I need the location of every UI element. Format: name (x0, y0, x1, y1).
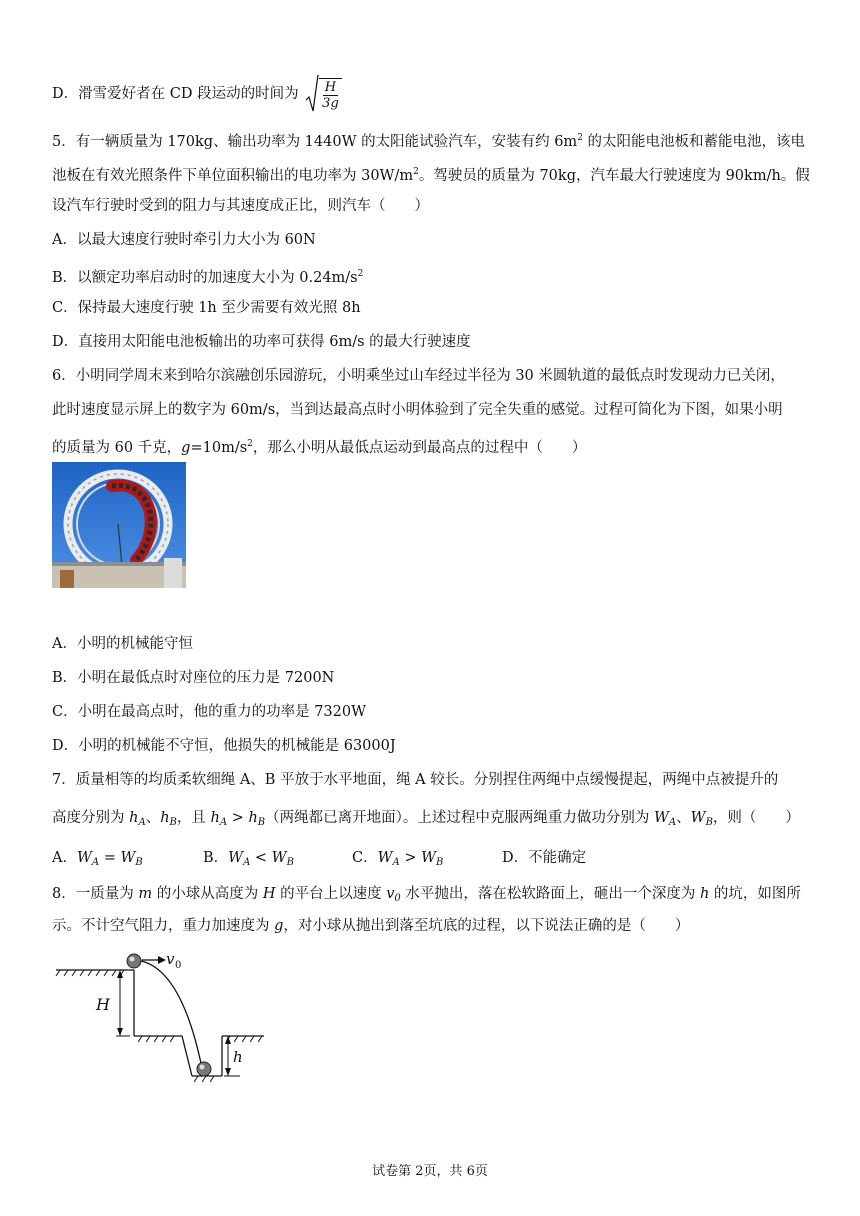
q8-stem-line2: 示。不计空气阻力，重力加速度为 g，对小球从抛出到落至坑底的过程，以下说法正确的是（ ） (52, 918, 690, 934)
q8-stem-line1: 8．一质量为 m 的小球从高度为 H 的平台上以速度 $v_0$ 水平抛出，落在松软路面上，砸出一个深度为 h 的坑，如图所 (52, 886, 801, 904)
projectile-diagram (52, 948, 272, 1088)
radical-sign-icon (305, 74, 319, 114)
q6-stem-line2: 此时速度显示屏上的数字为 60m/s，当到达最高点时小明体验到了完全失重的感觉。过程可简化为下图，如果小明 (52, 402, 783, 418)
fig-label-v0: v (166, 950, 175, 968)
q6-stem-line3: 的质量为 60 千克，$g=10m/s^2$，那么小明从最低点运动到最高点的过程中（ ） (52, 439, 587, 456)
q5-option-b: B．以额定功率启动时的加速度大小为 $0.24m/s^2$ (52, 269, 364, 286)
q5-stem-line1: 5．有一辆质量为 170kg、输出功率为 1440W 的太阳能试验汽车，安装有约 $6m^2$ 的太阳能电池板和蓄能电池，该电 (52, 133, 806, 150)
q7-option-d: D．不能确定 (502, 850, 587, 866)
q5-stem-line3: 设汽车行驶时受到的阻力与其速度成正比，则汽车（ ） (52, 198, 429, 214)
q7-stem-line1: 7．质量相等的均质柔软细绳 A、B 平放于水平地面，绳 A 较长。分别捏住两绳中点缓慢提起，两绳中点被提升的 (52, 772, 779, 788)
q4-option-d: D．滑雪爱好者在 CD 段运动的时间为 $\frac{H}{3g}$ (52, 74, 342, 114)
q5-option-a: A．以最大速度行驶时牵引力大小为 60N (52, 232, 316, 248)
q5-option-c: C．保持最大速度行驶 1h 至少需要有效光照 8h (52, 300, 361, 316)
fig-label-H: H (96, 995, 110, 1014)
q6-stem-line1: 6．小明同学周末来到哈尔滨融创乐园游玩，小明乘坐过山车经过半径为 30 米圆轨道的最低点时发现动力已关闭， (52, 368, 785, 384)
fig-label-v0-sub: 0 (175, 960, 182, 971)
sqrt-formula: $\frac{H}{3g}$ (305, 74, 342, 114)
q7-stem-line2: 高度分别为 $h_A$、$h_B$，且 $h_A > h_B$（两绳都已离开地面）。上述过程中克服两绳重力做功分别为 $W_A$、$W_B$，则（ ） (52, 810, 800, 828)
q6-option-d: D．小明的机械能不守恒，他损失的机械能是 63000J (52, 738, 396, 754)
q7-option-a: A．$W_A = W_B$ (52, 850, 143, 868)
q7-option-c: C．$W_A > W_B$ (352, 850, 444, 868)
fig-label-h: h (233, 1048, 243, 1066)
page-footer: 试卷第 2页，共 6页 (372, 1164, 488, 1179)
q6-option-a: A．小明的机械能守恒 (52, 636, 193, 652)
q5-stem-line2: 池板在有效光照条件下单位面积输出的电功率为 $30W/m^2$。驾驶员的质量为 70kg，汽车最大行驶速度为 90km/h。假 (52, 167, 810, 184)
q7-option-b: B．$W_A < W_B$ (203, 850, 294, 868)
q5-option-d: D．直接用太阳能电池板输出的功率可获得 6m/s 的最大行驶速度 (52, 334, 471, 350)
q6-option-b: B．小明在最低点时对座位的压力是 7200N (52, 670, 335, 686)
roller-coaster-photo (52, 462, 186, 588)
q6-option-c: C．小明在最高点时，他的重力的功率是 7320W (52, 704, 367, 720)
